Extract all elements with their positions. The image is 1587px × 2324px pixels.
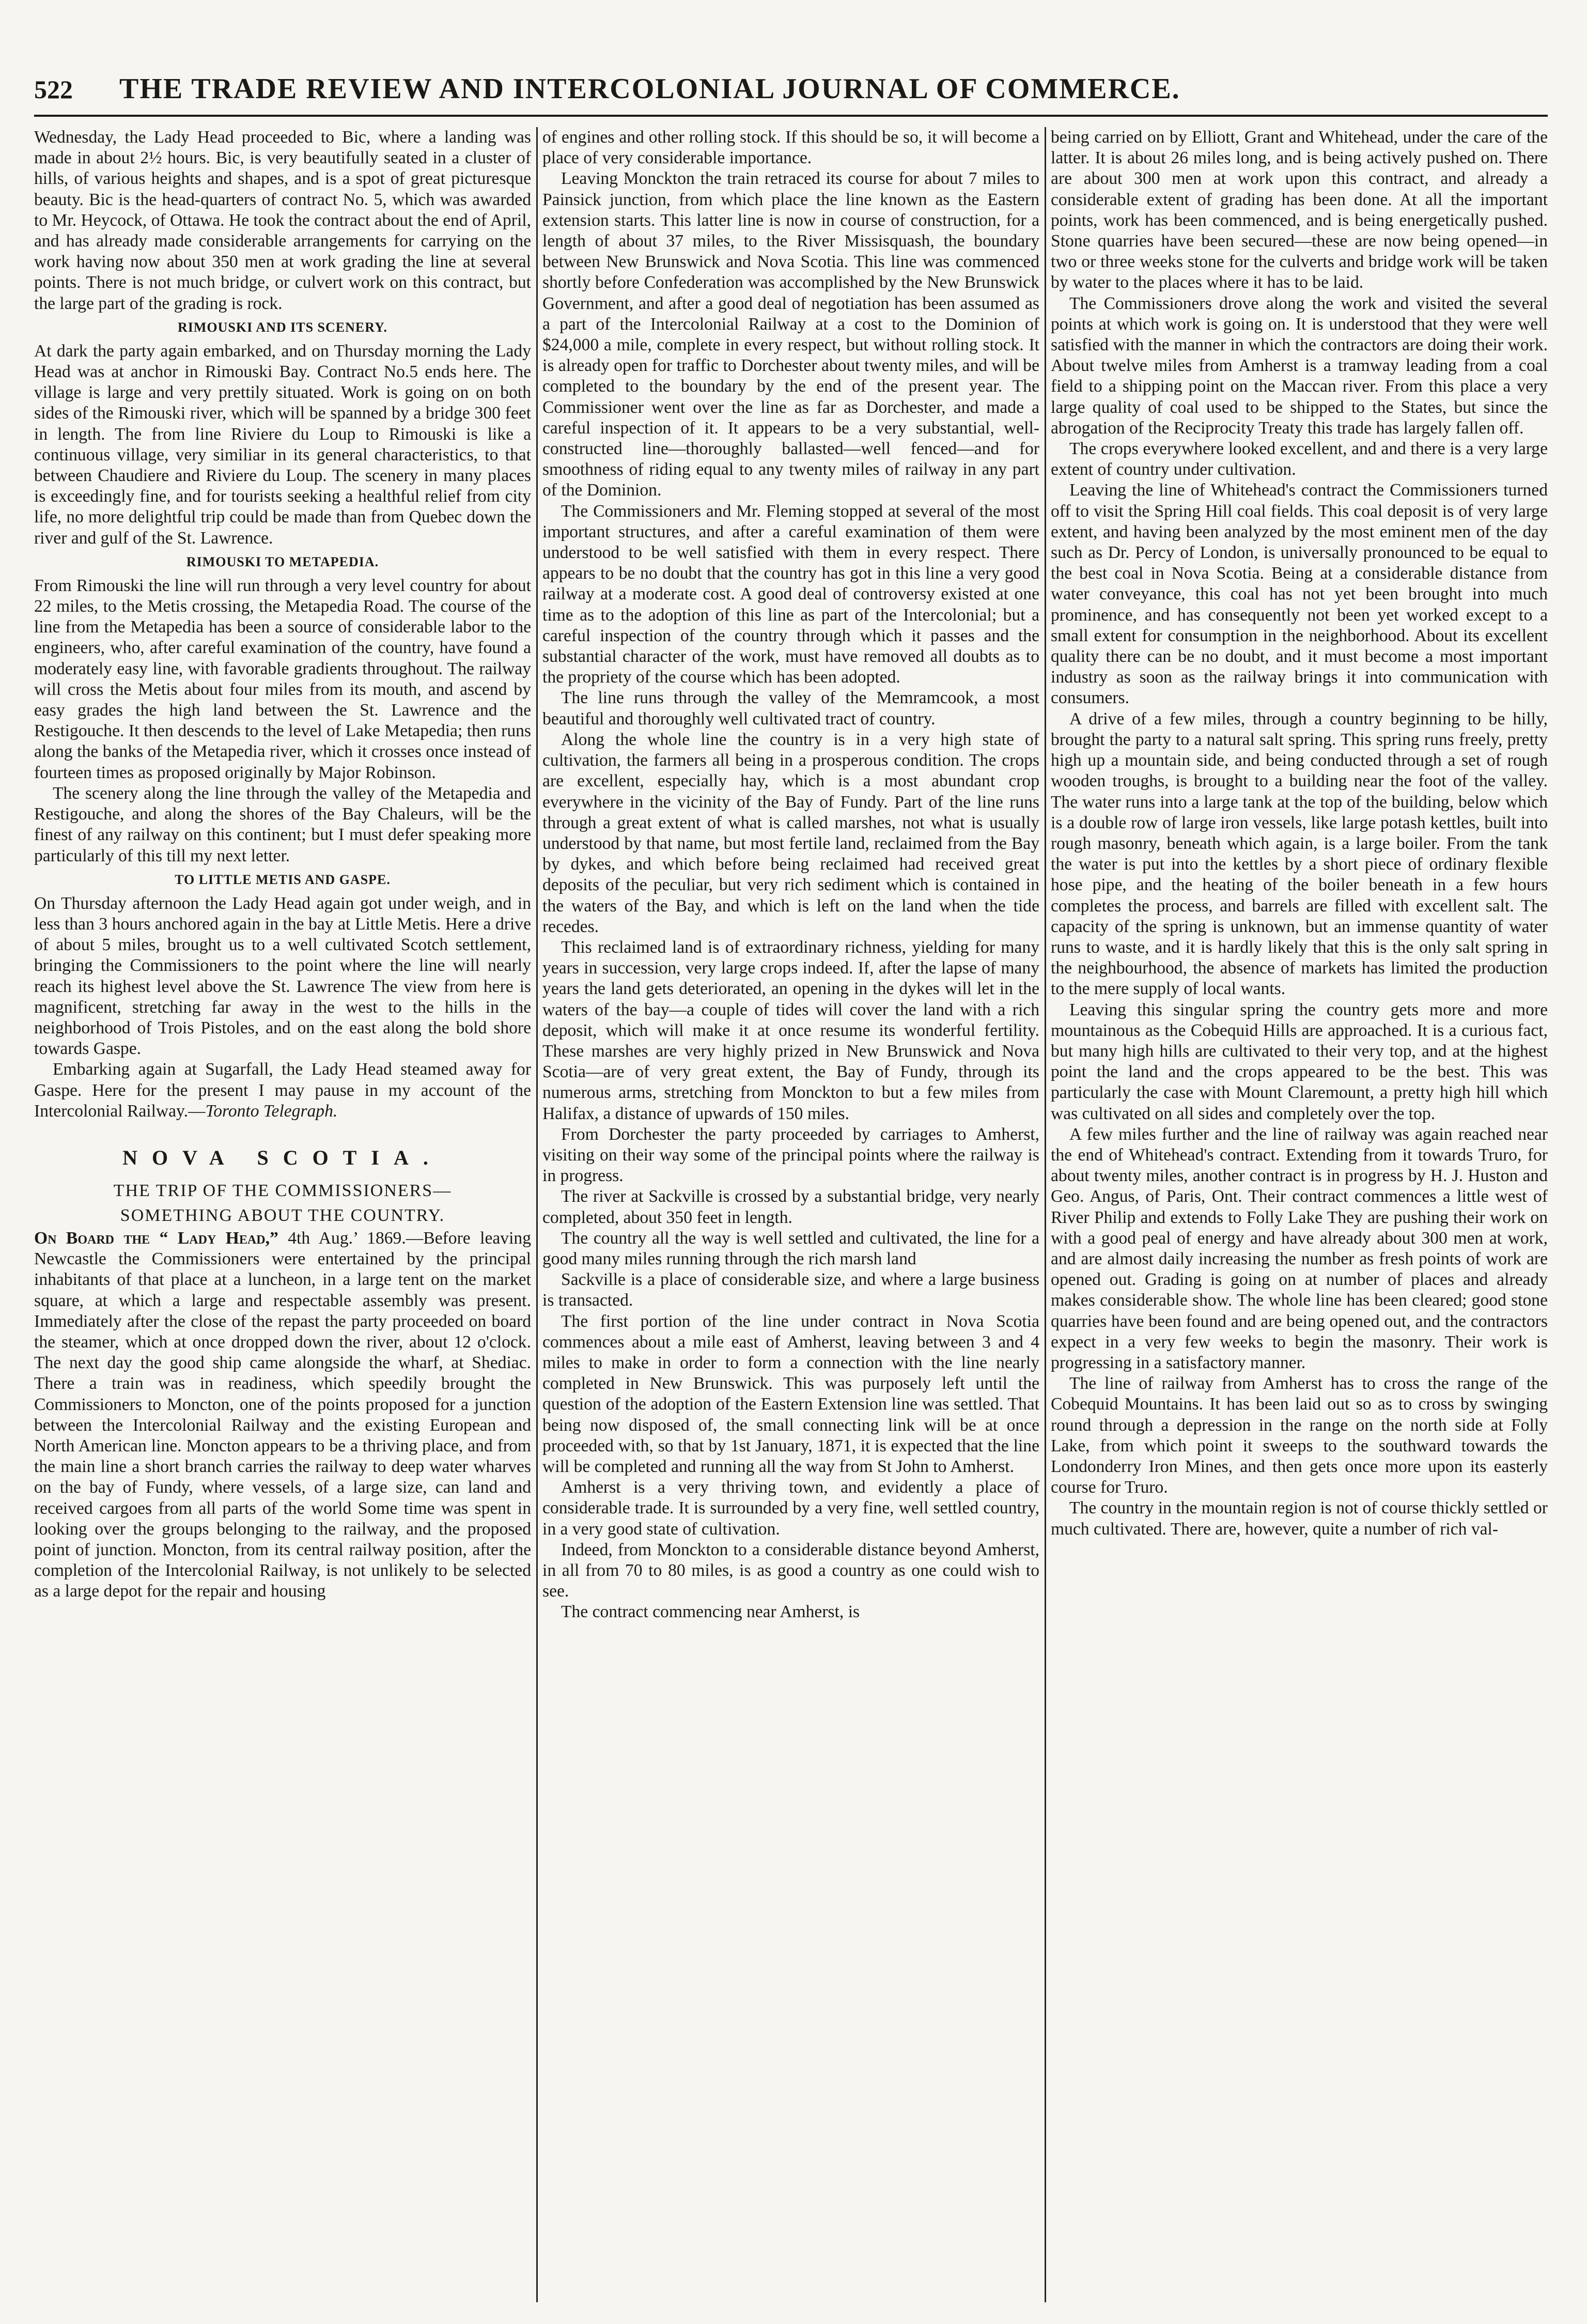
paragraph: The Commissioners drove along the work and visited the several points at which work is going on. It is understood that they were well satisfied with the manner in which the contractors are doing their work. About twelve miles from Amherst is a tramway leading from a coal field to a shipping point on the Maccan river. From this place a very large quality of coal used to be shipped to the States, but since the abrogation of the Reciprocity Treaty this trade has largely fallen off. bbox=[1051, 293, 1548, 438]
paragraph: The country all the way is well settled and cultivated, the line for a good many miles running through the rich marsh land bbox=[542, 1228, 1039, 1268]
paragraph: The first portion of the line under contract in Nova Scotia commences about a mile east of Amherst, leaving between 3 and 4 miles to make in order to form a connection with the line nearly completed in New Brunswick. This was purposely left until the question of the adoption of the Eastern Extension line was settled. That being now disposed of, the small connecting link will be at once proceeded with, so that by 1st January, 1871, it is expected that the line will be completed and running all the way from St John to Amherst. bbox=[542, 1311, 1039, 1476]
paragraph: From Dorchester the party proceeded by carriages to Amherst, visiting on their way some of the principal points where the railway is in progress. bbox=[542, 1124, 1039, 1186]
paragraph: The scenery along the line through the valley of the Metapedia and Restigouche, and along the shores of the Bay Chaleurs, will be the finest of any railway on this continent; but I must defer speaking more particularly of this till my next letter. bbox=[34, 783, 531, 865]
dateline-paragraph bbox=[34, 1228, 531, 1602]
columns bbox=[34, 127, 1548, 2302]
paragraph: A drive of a few miles, through a country beginning to be hilly, brought the party to a natural salt spring. This spring runs freely, pretty high up a mountain side, and being conducted through a set of rough wooden troughs, is brought to a building near the foot of the valley. The water runs into a large tank at the top of the building, below which is a double row of large iron vessels, like large potash kettles, built into rough masonry, beneath which again, is a large boiler. From the tank the water is put into the kettles by a short piece of ordinary flexible hose pipe, and the heating of the boiler beneath in a few hours completes the process, and barrels are filled with excellent salt. The capacity of the spring is unknown, but an immense quantity of water runs to waste, and it is hardly likely that this is the only salt spring in the neighbourhood, the absence of markets has limited the production to the mere supply of local wants. bbox=[1051, 709, 1548, 999]
paragraph: Leaving this singular spring the country gets more and more mountainous as the Cobequid Hills are approached. It is a curious fact, but many high hills are cultivated to their very top, and at the highest point the land and the crops appeared to be the best. This was particularly the case with Mount Claremount, a pretty high hill which was cultivated on all sides and completely over the top. bbox=[1051, 1000, 1548, 1123]
page-header bbox=[34, 72, 1548, 111]
paragraph: At dark the party again embarked, and on Thursday morning the Lady Head was at anchor in Rimouski Bay. Contract No.5 ends here. The village is large and very prettily situated. Work is going on on both sides of the Rimouski river, which will be spanned by a bridge 300 feet in length. The from line Riviere du Loup to Rimouski is like a continuous village, very similiar in its general characteristics, to that between Chaudiere and Riviere du Loup. The scenery in many places is exceedingly fine, and for tourists seeking a healthful relief from city life, no more delightful trip could be made than from Quebec down the river and gulf of the St. Lawrence. bbox=[34, 341, 531, 548]
article-subtitle: SOMETHING ABOUT THE COUNTRY. bbox=[120, 1205, 445, 1225]
paragraph: Along the whole line the country is in a very high state of cultivation, the farmers all being in a prosperous condition. The crops are excellent, especially hay, which is a most abundant crop everywhere in the vicinity of the Bay of Fundy. Part of the line runs through a great extent of what is called marshes, not what is usually understood by that name, but most fertile land, reclaimed from the Bay by dykes, and which before being reclaimed had received great deposits of the peculiar, but very rich sediment which is contained in the waters of the Bay, and which is left on the land when the tide recedes. bbox=[542, 730, 1039, 936]
column-2 bbox=[542, 127, 1039, 2302]
paragraph-text: 4th Aug.’ 1869.—Before leaving Newcastle the Commissioners were entertained by the principal inhabitants of that place at a luncheon, in a large tent on the market square, at which a large and respectable assembly was present. Immediately after the close of the repast the party proceeded on board the steamer, which at once dropped down the river, about 12 o'clock. The next day the good ship came alongside the wharf, at Shediac. There a train was in readiness, which speedily brought the Commissioners to Moncton, one of the points proposed for a junction between the Intercolonial Railway and the existing European and North American line. Moncton appears to be a thriving place, and from the main line a short branch carries the railway to deep water wharves on the bay of Fundy, where vessels, of a large size, can land and received cargoes from all parts of the world Some time was spent in looking over the groups belonging to the railway, and the proposed point of junction. Moncton, from its central railway position, after the completion of the Intercolonial Railway, is not unlikely to be selected as a large depot for the repair and housing bbox=[34, 1228, 531, 1601]
source-credit: Toronto Telegraph. bbox=[205, 1101, 338, 1121]
column-3 bbox=[1051, 127, 1548, 2302]
article-title: THE TRIP OF THE COMMISSIONERS— bbox=[113, 1181, 452, 1200]
section-heading: RIMOUSKI TO METAPEDIA. bbox=[186, 554, 379, 569]
paragraph: The crops everywhere looked excellent, and and there is a very large extent of country under cultivation. bbox=[1051, 439, 1548, 479]
paragraph: Indeed, from Monckton to a considerable distance beyond Amherst, in all from 70 to 80 miles, is as good a country as one could wish to see. bbox=[542, 1540, 1039, 1601]
paragraph bbox=[34, 1059, 531, 1122]
section-heading: TO LITTLE METIS AND GASPE. bbox=[175, 872, 391, 887]
paragraph: From Rimouski the line will run through a very level country for about 22 miles, to the Metis crossing, the Metapedia Road. The course of the line from the Metapedia has been a source of considerable labor to the engineers, who, after careful examination of the country, have found a moderately easy line, with favorable gradients throughout. The railway will cross the Metis about four miles from its mouth, and ascend by easy grades the high land between the St. Lawrence and the Restigouche. It then descends to the level of Lake Metapedia; then runs along the banks of the Metapedia river, which it crosses once instead of fourteen times as proposed originally by Major Robinson. bbox=[34, 576, 531, 782]
paragraph: being carried on by Elliott, Grant and Whitehead, under the care of the latter. It is about 26 miles long, and is being actively pushed on. There are about 300 men at work upon this contract, and already a considerable extent of grading has been done. At all the important points, work has been commenced, and is being energetically pushed. Stone quarries have been secured—these are now being opened—in two or three weeks stone for the culverts and bridge work will be taken by water to the places where it has to be laid. bbox=[1051, 128, 1548, 292]
paragraph: Leaving the line of Whitehead's contract the Commissioners turned off to visit the Spring Hill coal fields. This coal deposit is of very large extent, and having been analyzed by the most eminent men of the day such as Dr. Percy of London, is universally pronounced to be equal to the best coal in Nova Scotia. Being at a considerable distance from water conveyance, this coal has not yet been brought into much prominence, and has consequently not been yet worked except to a small extent for consumption in the neighborhood. About its excellent quality there can be no doubt, and it must become a most important industry as soon as the railway brings it into communication with consumers. bbox=[1051, 481, 1548, 708]
paragraph: On Thursday afternoon the Lady Head again got under weigh, and in less than 3 hours anchored again in the bay at Little Metis. Here a drive of about 5 miles, brought us to a well cultivated Scotch settlement, bringing the Commissioners to the point where the line will nearly reach its highest level above the St. Lawrence The view from here is magnificent, stretching far away in the west to the hills in the neighborhood of Trois Pistoles, and on the east along the bold shore towards Gaspe. bbox=[34, 893, 531, 1059]
paragraph: The line runs through the valley of the Memramcook, a most beautiful and thoroughly well cultivated tract of country. bbox=[542, 688, 1039, 729]
header-rule bbox=[34, 115, 1548, 117]
paragraph: A few miles further and the line of railway was again reached near the end of Whitehead's contract. Extending from it towards Truro, for about twenty miles, another contract is in progress by H. J. Huston and Geo. Angus, of Paris, Ont. Their contract commences a little west of River Philip and extends to Folly Lake They are pushing their work on with a good peal of energy and have already about 300 men at work, and are almost daily increasing the number as fresh points of work are opened out. Grading is going on at number of places and already makes considerable show. The whole line has been cleared; good stone quarries have been found and are being opened out, and the contractors expect in a very few weeks to begin the masonry. Their work is progressing in a satisfactory manner. bbox=[1051, 1124, 1548, 1372]
paragraph: of engines and other rolling stock. If this should be so, it will become a place of very considerable importance. bbox=[542, 128, 1039, 168]
paragraph: The Commissioners and Mr. Fleming stopped at several of the most important structures, and after a careful examination of them were understood to be well satisfied with them in every respect. There appears to be no doubt that the country has got in this line a very good railway at a moderate cost. A good deal of controversy existed at one time as to the adoption of this line as part of the Intercolonial; but a careful inspection of the country through which it passes and the substantial character of the work, must have removed all doubts as to the propriety of the course which has been adopted. bbox=[542, 501, 1039, 687]
section-title: NOVA SCOTIA. bbox=[122, 1145, 443, 1169]
paragraph: The line of railway from Amherst has to cross the range of the Cobequid Mountains. It has been laid out so as to cross by swinging round through a depression in the range on the north side at Folly Lake, from which point it sweeps to the southward towards the Londonderry Iron Mines, and then gets once more upon its easterly course for Truro. bbox=[1051, 1374, 1548, 1497]
section-heading: RIMOUSKI AND ITS SCENERY. bbox=[178, 319, 387, 335]
paragraph: Wednesday, the Lady Head proceeded to Bic, where a landing was made in about 2½ hours. Bic, is very beautifully seated in a cluster of hills, of various heights and shapes, and is a spot of great picturesque beauty. Bic is the head-quarters of contract No. 5, which was awarded to Mr. Heycock, of Ottawa. He took the contract about the end of April, and has already made considerable arrangements for carrying on the work having now about 350 men at work grading the line at several points. There is not much bridge, or culvert work on this contract, but the large part of the grading is rock. bbox=[34, 128, 531, 313]
column-divider bbox=[1045, 127, 1046, 2302]
paragraph: The country in the mountain region is not of course thickly settled or much cultivated. There are, however, quite a number of rich val- bbox=[1051, 1498, 1548, 1539]
column-divider bbox=[536, 127, 538, 2302]
column-1 bbox=[34, 127, 531, 2302]
paragraph-text: Embarking again at Sugarfall, the Lady Head steamed away for Gaspe. Here for the present I may pause in my account of the Intercolonial Railway.— bbox=[34, 1060, 531, 1121]
running-head: THE TRADE REVIEW AND INTERCOLONIAL JOURNAL OF COMMERCE. bbox=[119, 73, 1180, 105]
paragraph: This reclaimed land is of extraordinary richness, yielding for many years in succession, very large crops indeed. If, after the lapse of many years the land gets deteriorated, an opening in the dykes will let in the waters of the bay—a couple of tides will cover the land with a rich deposit, which will make it at once resume its wonderful fertility. These marshes are very highly prized in New Brunswick and Nova Scotia—are of very great extent, the Bay of Fundy, through its numerous arms, stretching from Monckton to but a few miles from Halifax, a distance of upwards of 150 miles. bbox=[542, 937, 1039, 1123]
dateline: On Board the “ Lady Head,” bbox=[34, 1228, 278, 1248]
page-number: 522 bbox=[34, 75, 73, 104]
paragraph: The river at Sackville is crossed by a substantial bridge, very nearly completed, about 350 feet in length. bbox=[542, 1187, 1039, 1227]
paragraph: Sackville is a place of considerable size, and where a large business is transacted. bbox=[542, 1270, 1039, 1310]
paragraph: The contract commencing near Amherst, is bbox=[561, 1602, 860, 1622]
paragraph: Amherst is a very thriving town, and evidently a place of considerable trade. It is surrounded by a very fine, well settled country, in a very good state of cultivation. bbox=[542, 1478, 1039, 1539]
paragraph: Leaving Monckton the train retraced its course for about 7 miles to Painsick junction, from which place the line known as the Eastern extension starts. This latter line is now in course of construction, for a length of about 37 miles, to the River Missisquash, the boundary between New Brunswick and Nova Scotia. This line was commenced shortly before Confederation was accomplished by the New Brunswick Government, and after a good deal of negotiation has been assumed as a part of the Intercolonial Railway at a cost to the Dominion of $24,000 a mile, complete in every respect, but without rolling stock. It is already open for traffic to Dorchester about twenty miles, and will be completed to the boundary by the end of the present year. The Commissioner went over the line as far as Dorchester, and made a careful inspection of it. It appears to be a very substantial, well-constructed line—thoroughly ballasted—well fenced—and for smoothness of riding equal to any twenty miles of railway in any part of the Dominion. bbox=[542, 169, 1039, 500]
